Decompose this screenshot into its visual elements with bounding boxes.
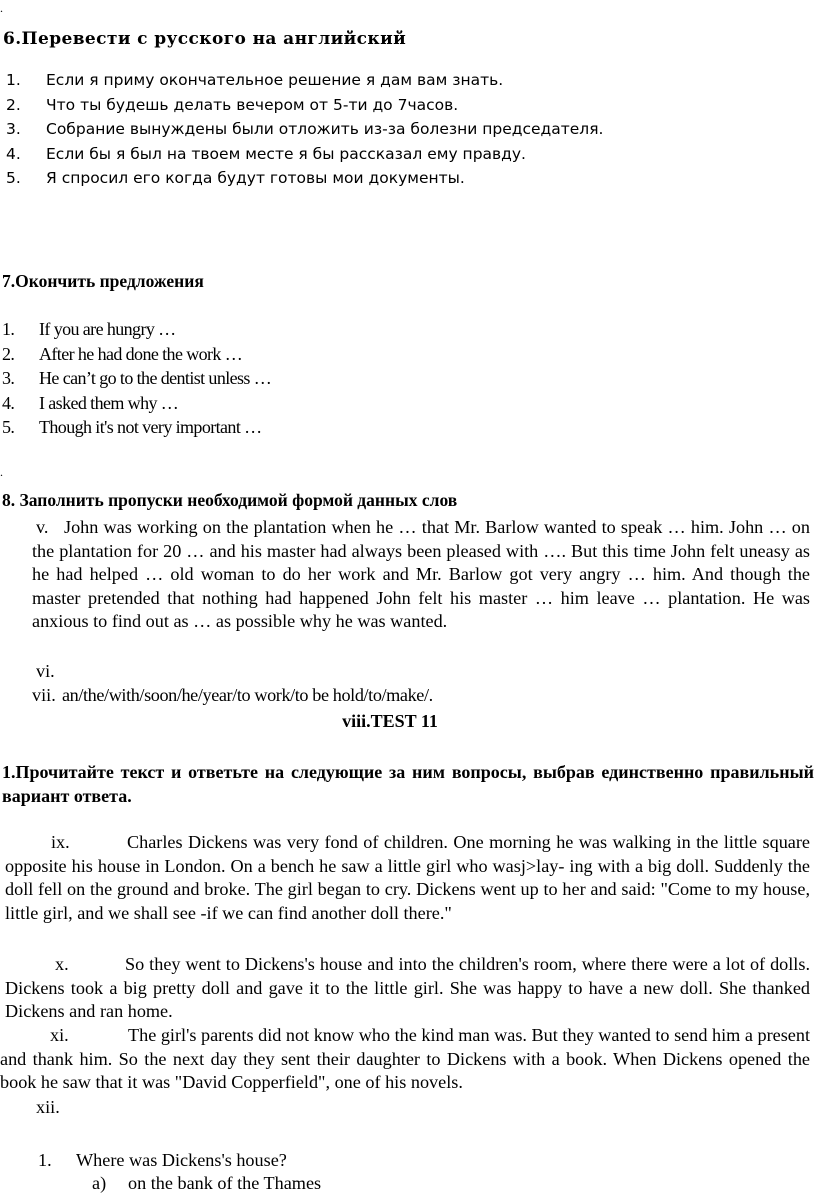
item-text: He can’t go to the dentist unless … [39,368,272,388]
section-8-heading: 8. Заполнить пропуски необходимой формой данных слов [2,490,458,510]
marker-x: x. [55,954,69,974]
section-7-list [0,317,816,440]
item-number: 5. [6,169,21,187]
item-text: Что ты будешь делать вечером от 5-ти до 7часов. [46,95,459,114]
word-bank: an/the/with/soon/he/year/to work/to be hold/to/make/. [62,685,433,705]
marker-xii: xii. [36,1097,60,1117]
marker-vi: vi. [36,661,55,681]
item-text: If you are hungry … [39,319,176,339]
option-letter: a) [92,1173,107,1193]
item-text: Though it's not very important … [39,417,262,437]
item-number: 4. [6,144,21,163]
marker-ix: ix. [51,832,70,852]
paragraph-text: Charles Dickens was very fond of children. One morning he was walking in the little square opposite his house in London. On a bench he saw a little girl who wasj>lay- ing with a big doll. Suddenly the doll fell on the ground and broke. The girl began to cry. Dickens went up to her and said: "Come to my house, little girl, and we shall see -if we can find another doll there." [5,832,810,923]
paragraph-text: So they went to Dickens's house and into the children's room, where there were a lot of dolls. Dickens took a big pretty doll and gave it to the little girl. She was happy to have a new doll. She thanked Dickens and ran home. [5,954,810,1022]
stray-dot-top: . [0,1,3,15]
section-7-heading: 7.Окончить предложения [2,271,204,291]
text-paragraph-1 [5,831,810,925]
item-text: After he had done the work … [39,343,243,364]
item-text: Если я приму окончательное решение я дам вам знать. [46,71,504,89]
list-item [0,68,816,93]
paragraph-text: The girl's parents did not know who the kind man was. But they wanted to send him a present and thank him. So the next day they sent their daughter to Dickens with a book. When Dickens opened the book he saw that it was "David Copperfield", one of his novels. [0,1025,810,1093]
task-1-heading: 1.Прочитайте текст и ответьте на следующие за ним вопросы, выбрав единственно правильный вариант ответа. [2,762,814,806]
text-paragraph-2 [5,953,810,1024]
option-text: on the bank of the Thames [128,1173,322,1193]
item-number: 4. [2,392,15,413]
item-text: Собрание вынуждены были отложить из-за болезни председателя. [46,120,604,138]
marker-vii: vii. [32,685,56,705]
item-number: 3. [2,368,15,388]
section-6-heading: 6.Перевести с русского на английский [3,29,407,49]
paragraph-text: John was working on the plantation when he … that Mr. Barlow wanted to speak … him. John … on the plantation for 20 … and his master had always been pleased with …. But this time John felt uneasy as he had helped … old woman to do her work and Mr. Barlow got very angry … him. And though the master pretended that nothing had happened John felt his master … him leave … plantation. He was anxious to find out as … as possible why he was wanted. [32,517,810,632]
item-number: 1. [6,71,21,89]
item-text: Если бы я был на твоем месте я бы рассказал ему правду. [46,144,526,163]
list-item [0,366,816,391]
test-title: viii.TEST 11 [342,711,438,731]
question-text: Where was Dickens's house? [76,1150,287,1170]
item-number: 1. [2,319,15,339]
item-number: 5. [2,417,15,437]
question-number: 1. [38,1150,52,1170]
section-6-list [0,68,816,191]
list-item [0,342,816,367]
item-number: 3. [6,120,21,138]
list-item [0,93,816,118]
list-item [0,117,816,142]
list-item [0,317,816,342]
list-item [0,166,816,191]
item-text: I asked them why … [39,392,179,413]
section-8-paragraph [32,516,810,634]
list-item [0,142,816,167]
item-number: 2. [6,95,21,114]
list-item [0,415,816,440]
list-item [0,391,816,416]
item-text: Я спросил его когда будут готовы мои документы. [46,169,465,187]
item-number: 2. [2,343,15,364]
marker-v: v. [36,517,49,537]
stray-dot-middle: . [0,465,3,479]
text-paragraph-3 [0,1024,810,1095]
marker-xi: xi. [50,1025,69,1045]
